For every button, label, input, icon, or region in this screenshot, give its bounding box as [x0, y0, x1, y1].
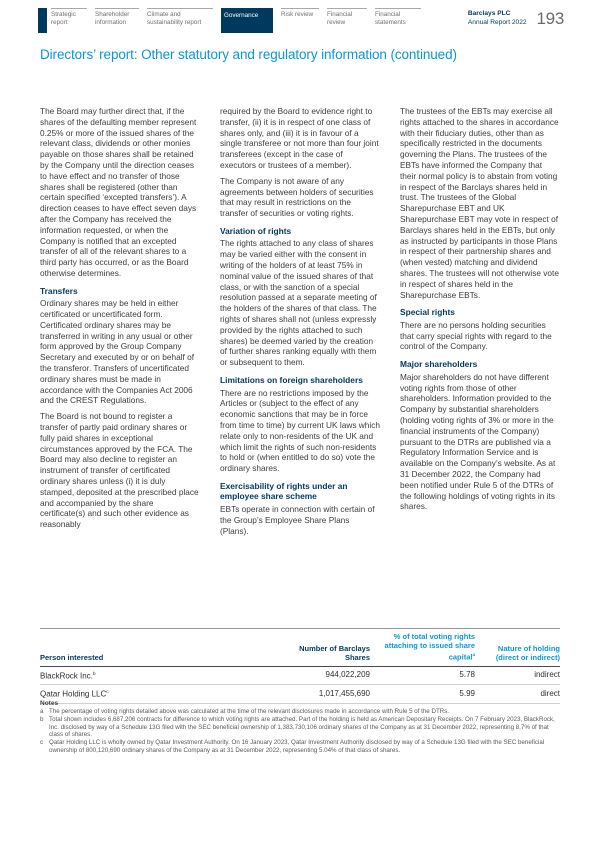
shareholder-name: Qatar Holding LLC [40, 689, 107, 699]
note-letter: a [40, 708, 44, 715]
cell-nature-of-holding: indirect [475, 666, 560, 685]
cell-number-of-shares: 944,022,209 [280, 666, 370, 685]
paragraph-special-rights: There are no persons holding securities that carry special rights with regard to the control of the Company. [400, 319, 552, 352]
paragraph-limitations-foreign-shareholders: There are no restrictions imposed by the Articles or (subject to the effect of any economic sanctions that may be in force from time to time) by current UK laws which relate only to non-residents of the UK and which limit the rights of such non-residents to hold or (when entitled to do so) vote the ordinary shares. [220, 387, 380, 474]
column-header-person-interested: Person interested [40, 629, 280, 667]
paragraph-ebt-trustees: The trustees of the EBTs may exercise all rights attached to the shares in accordance with their fiduciary duties, other than as specifically restricted in the documents governing the Plans. The trustees of the EBTs have informed the Company that their normal policy is to abstain from voting in respect of the Barclays shares held in trust. The trustees of the Global Sharepurchase EBT and UK Sharepurchase EBT may vote in respect of Barclays shares held in the EBTs, but only as instructed by participants in those Plans in respect of their partnership shares and (when vested) matching and dividend shares. The trustees will not otherwise vote in respect of shares held in the Sharepurchase EBTs. [400, 106, 559, 300]
note-letter: c [40, 739, 44, 747]
note-text: Qatar Holding LLC is wholly owned by Qatar Investment Authority. On 16 January 2023, Qatar Investment Authority disclosed by way of a Schedule 13G filed with the SEC beneficial ownership of 800,120,690 ordinary shares of the Company as at 31 December 2022, representing 5.04% of that class of shares. [49, 739, 545, 754]
paragraph-transfers-2: The Board is not bound to register a transfer of partly paid ordinary shares or fully paid shares in exceptional circumstances approved by the FCA. The Board may also decline to register an instrument of transfer of certificated ordinary shares unless (i) it is duly stamped, deposited at the prescribed place and accompanied by the share certificate(s) and such other evidence as reasonably [40, 411, 199, 530]
section-heading-special-rights: Special rights [400, 307, 455, 318]
cell-person-name [40, 666, 280, 685]
note-item-a [40, 708, 560, 716]
notes-heading: Notes [40, 700, 59, 707]
cell-pct-voting-rights: 5.99 [370, 685, 475, 704]
tab-financial-statements[interactable]: Financial statements [375, 8, 421, 32]
paragraph-variation-of-rights: The rights attached to any class of shares may be varied either with the consent in writing of the holders of at least 75% in nominal value of the issued shares of that class, or with the sanction of a special resolution passed at a separate meeting of the holders of the shares of that class. The rights of shares shall not (unless expressly provided by the rights attached to such shares) be deemed varied by the creation of further shares ranking equally with them or subsequent to them. [220, 238, 377, 368]
text-column-1 [40, 106, 200, 541]
tab-strategic-report[interactable]: Strategic report [51, 8, 87, 32]
tab-climate-and-sustainability-report[interactable]: Climate and sustainability report [147, 8, 213, 32]
cell-pct-voting-rights: 5.78 [370, 666, 475, 685]
note-item-c [40, 739, 560, 755]
cell-number-of-shares: 1,017,455,690 [280, 685, 370, 704]
brand-subtitle: Annual Report 2022 [467, 18, 527, 26]
footnote-ref-c: c [106, 690, 109, 696]
section-heading-limitations-foreign-shareholders: Limitations on foreign shareholders [220, 375, 363, 386]
note-text: The percentage of voting rights detailed above was calculated at the time of the relevant disclosures made in accordance with Rule 5 of the DTRs. [49, 708, 450, 715]
report-header [38, 8, 564, 36]
body-columns [40, 106, 560, 541]
text-column-3 [400, 106, 560, 541]
column-header-nature-of-holding: Nature of holding (direct or indirect) [475, 629, 560, 667]
footnote-ref-b: b [92, 671, 96, 677]
table-row-blackrock [40, 666, 560, 685]
brand-name: Barclays PLC [467, 10, 511, 17]
paragraph-transfers-continued: required by the Board to evidence right to transfer, (ii) it is in respect of one class of shares only, and (iii) it is in favour of a single transferee or not more than four joint transferees (except in the case of executors or trustees of a member). [220, 106, 379, 170]
shareholder-name: BlackRock Inc. [40, 671, 93, 681]
section-heading-variation-of-rights: Variation of rights [220, 225, 292, 236]
section-heading-major-shareholders: Major shareholders [400, 359, 478, 370]
paragraph-defaulting-member: The Board may further direct that, if the shares of the defaulting member represent 0.25% or more of the issued shares of the relevant class, dividends or other monies payable on those shares shall be retained by the Company until the direction ceases to have effect and no transfer of those shares shall be registered (other than certain specified ‘excepted transfers’). A direction ceases to have effect seven days after the Company has received the information requested, or when the Company is notified that an excepted transfer of all of the relevant shares to a third party has occurred, or as the Board otherwise determines. [40, 106, 197, 278]
table-notes [40, 700, 560, 755]
column-header-pct-voting-rights [370, 629, 475, 667]
page-title: Directors’ report: Other statutory and regulatory information (continued) [40, 47, 457, 62]
tab-governance[interactable]: Governance [221, 8, 273, 33]
section-tabs [51, 8, 421, 33]
page-number: 193 [536, 9, 564, 28]
paragraph-major-shareholders: Major shareholders do not have different voting rights from those of other shareholders. Information provided to the Company by substantial shareholders (holding voting rights of 3% or more in the financial instruments of the Company) pursuant to the DTRs are published via a Regulatory Information Service and is available on the Company’s website. As at 31 December 2022, the Company had been notified under Rule 5 of the DTRs of the following holdings of voting rights in its shares. [400, 371, 556, 512]
tab-risk-review[interactable]: Risk review [281, 8, 319, 32]
note-text: Total shown includes 6,687,206 contracts for difference to which voting rights are attached. Part of the holding is held as American Depositary Receipts. On 7 February 2023, BlackRock, Inc. disclosed by way of a Schedule 13G filed with the SEC beneficial ownership of 1,383,730,106 ordinary shares of the Company as at 31 December 2022, representing 8.7% of that class of shares. [49, 715, 555, 739]
cell-nature-of-holding: direct [475, 685, 560, 704]
text-column-2 [220, 106, 380, 541]
tab-financial-review[interactable]: Financial review [327, 8, 367, 32]
column-header-number-of-shares: Number of Barclays Shares [280, 629, 370, 667]
section-heading-exercisability-employee-share-scheme: Exercisability of rights under an employee share scheme [220, 480, 348, 502]
column-header-pct-voting-rights-label: % of total voting rights attaching to issued share capital [384, 632, 475, 662]
note-item-b [40, 716, 560, 739]
section-heading-transfers: Transfers [40, 285, 78, 296]
note-letter: b [40, 715, 44, 723]
brand-block [468, 8, 527, 27]
major-shareholders-table [40, 628, 560, 704]
paragraph-no-agreements: The Company is not aware of any agreements between holders of securities that may result in restrictions on the transfer of securities or voting rights. [220, 175, 374, 219]
paragraph-ebts-operate: EBTs operate in connection with certain of the Group’s Employee Share Plans (Plans). [220, 503, 375, 536]
paragraph-transfers-1: Ordinary shares may be held in either certificated or uncertificated form. Certificated ordinary shares may be transferred in writing in any usual or other form approved by the Group Company Secretary and executed by or on behalf of the transferor. Transfers of uncertificated ordinary shares must be made in accordance with the Companies Act 2006 and the CREST Regulations. [40, 298, 195, 406]
table-header-row [40, 629, 560, 667]
footnote-ref-a: a [472, 652, 475, 657]
spine-marker [38, 8, 47, 33]
tab-shareholder-information[interactable]: Shareholder information [95, 8, 139, 32]
major-shareholders-table-wrap [40, 628, 560, 704]
